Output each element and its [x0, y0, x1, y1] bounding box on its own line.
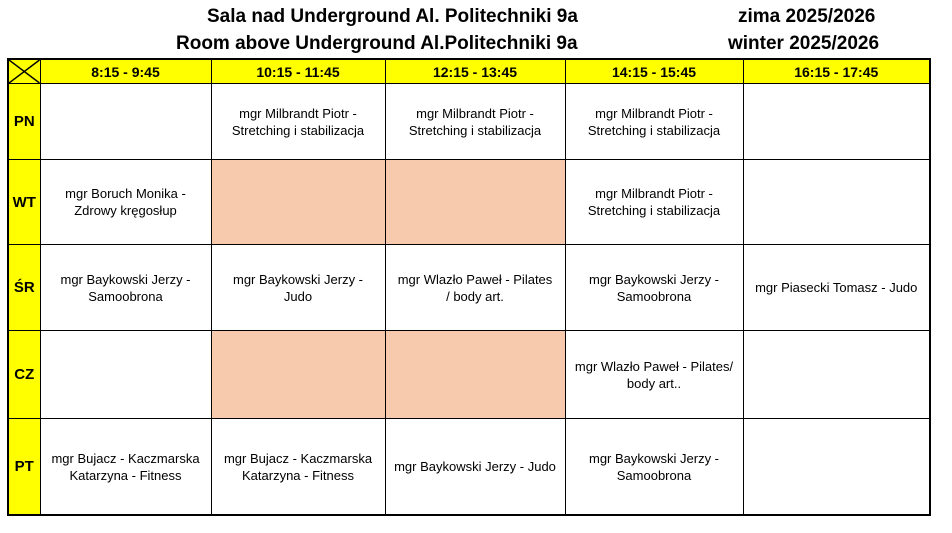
- day-label: ŚR: [8, 245, 40, 331]
- blocked-cell: [211, 160, 385, 245]
- class-activity: Judo: [283, 288, 313, 304]
- day-row: [8, 84, 930, 160]
- class-instructor: mgr Boruch Monika -: [65, 186, 186, 201]
- corner-cross-icon: [8, 59, 40, 84]
- class-instructor: mgr Bujacz - Kaczmarska: [223, 450, 373, 466]
- day-label: PN: [8, 84, 40, 160]
- class-instructor: mgr Piasecki Tomasz - Judo: [755, 280, 918, 295]
- term-label: zima 2025/2026: [738, 6, 876, 27]
- class-activity: Samoobrona: [88, 288, 163, 304]
- class-instructor: mgr Bujacz - Kaczmarska: [51, 450, 200, 466]
- class-cell: [565, 245, 743, 331]
- blocked-cell: [385, 331, 565, 419]
- class-cell: [565, 419, 743, 516]
- class-instructor: mgr Baykowski Jerzy -: [588, 450, 720, 466]
- class-cell: [211, 84, 385, 160]
- class-cell: [743, 160, 930, 245]
- schedule-table: [7, 58, 931, 516]
- class-cell: [385, 245, 565, 331]
- time-slot-header: 10:15 - 11:45: [211, 59, 385, 84]
- class-instructor: mgr Baykowski Jerzy -: [588, 271, 720, 287]
- class-activity: Katarzyna - Fitness: [69, 467, 182, 483]
- day-label: CZ: [8, 331, 40, 419]
- class-cell: [565, 160, 743, 245]
- class-cell: [565, 331, 743, 419]
- class-activity: Stretching i stabilizacja: [408, 122, 542, 138]
- class-activity: Samoobrona: [616, 288, 692, 304]
- class-instructor: mgr Milbrandt Piotr -: [595, 105, 713, 121]
- class-instructor: mgr Milbrandt Piotr -: [416, 105, 534, 121]
- class-instructor: mgr Baykowski Jerzy - Judo: [394, 459, 556, 474]
- blocked-cell: [385, 160, 565, 245]
- class-activity: Zdrowy kręgosłup: [74, 203, 177, 218]
- day-row: [8, 160, 930, 245]
- time-slot-header: 16:15 - 17:45: [743, 59, 930, 84]
- class-instructor: mgr Milbrandt Piotr -: [239, 105, 357, 121]
- class-cell: [385, 419, 565, 516]
- page-title: Sala nad Underground Al. Politechniki 9a: [207, 6, 578, 27]
- class-cell: [40, 84, 211, 160]
- class-cell: [40, 245, 211, 331]
- class-instructor: mgr Wlazło Paweł - Pilates: [397, 271, 553, 287]
- class-cell: [743, 245, 930, 331]
- class-cell: [565, 84, 743, 160]
- day-label: WT: [8, 160, 40, 245]
- blocked-cell: [211, 331, 385, 419]
- time-header-row: [8, 59, 930, 84]
- class-cell: [40, 419, 211, 516]
- class-activity: body art..: [626, 375, 682, 391]
- class-cell: [211, 419, 385, 516]
- class-instructor: mgr Milbrandt Piotr -: [595, 186, 713, 201]
- class-activity: Katarzyna - Fitness: [242, 467, 354, 483]
- class-instructor: mgr Baykowski Jerzy -: [232, 271, 364, 287]
- class-cell: [211, 245, 385, 331]
- time-slot-header: 14:15 - 15:45: [565, 59, 743, 84]
- class-cell: [40, 160, 211, 245]
- time-slot-header: 8:15 - 9:45: [40, 59, 211, 84]
- class-cell: [40, 331, 211, 419]
- day-row: [8, 331, 930, 419]
- class-cell: [743, 419, 930, 516]
- class-activity: Stretching i stabilizacja: [587, 122, 721, 138]
- class-activity: Stretching i stabilizacja: [231, 122, 365, 138]
- day-row: [8, 419, 930, 516]
- page-title-english: Room above Underground Al.Politechniki 9a: [176, 33, 578, 54]
- class-activity: Samoobrona: [616, 467, 692, 483]
- day-row: [8, 245, 930, 331]
- class-instructor: mgr Baykowski Jerzy -: [60, 271, 191, 287]
- class-cell: [385, 84, 565, 160]
- class-cell: [743, 84, 930, 160]
- class-activity: / body art.: [446, 288, 504, 304]
- day-label: PT: [8, 419, 40, 516]
- class-cell: [743, 331, 930, 419]
- class-activity: Stretching i stabilizacja: [587, 203, 721, 218]
- class-instructor: mgr Wlazło Paweł - Pilates/: [574, 358, 734, 374]
- term-label-english: winter 2025/2026: [728, 33, 880, 54]
- time-slot-header: 12:15 - 13:45: [385, 59, 565, 84]
